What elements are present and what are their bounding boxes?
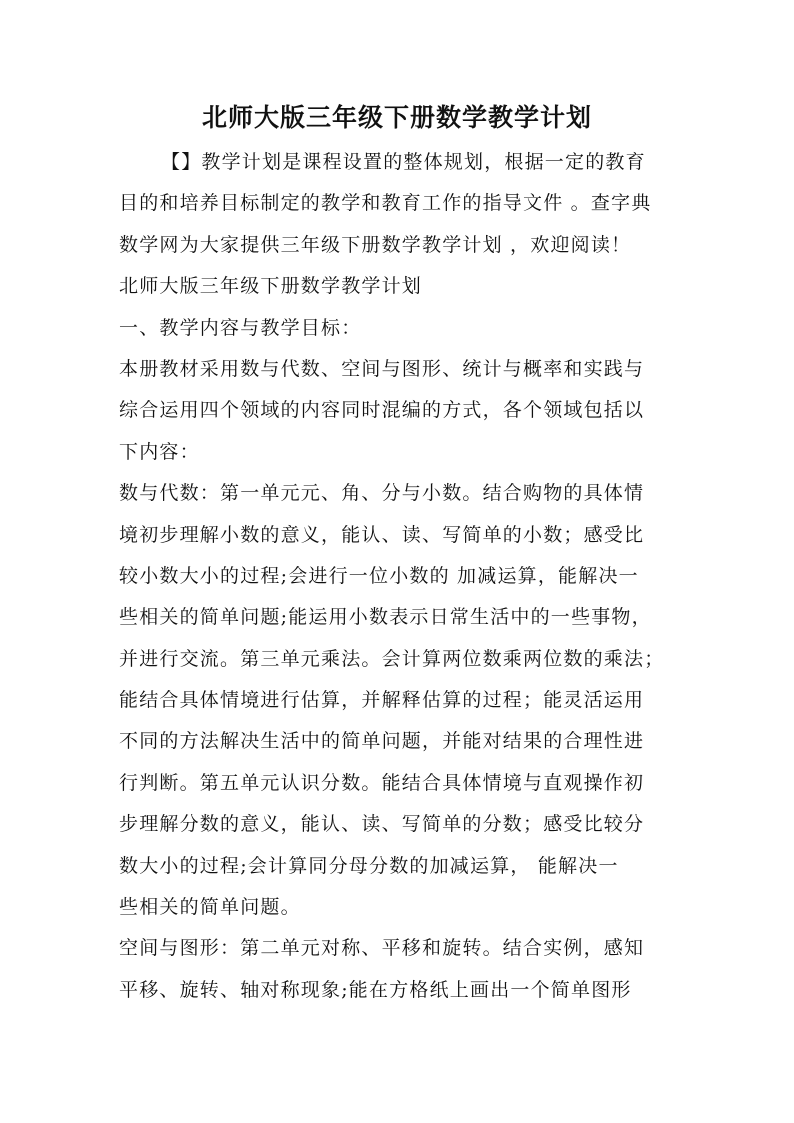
text-line: 北师大版三年级下册数学教学计划 [119, 275, 423, 298]
text-line: 目的和培养目标制定的教学和教育工作的指导文件 。查字典 [119, 192, 652, 215]
text-line: 不同的方法解决生活中的简单问题，并能对结果的合理性进 [119, 730, 645, 753]
text-line: 下内容： [119, 440, 200, 463]
text-line: 数学网为大家提供三年级下册数学教学计划 ，欢迎阅读！ [119, 233, 632, 256]
section-heading: 一、教学内容与教学目标： [119, 316, 362, 339]
text-line: 数与代数：第一单元元、角、分与小数。结合购物的具体情 [119, 482, 645, 505]
text-line: 并进行交流。第三单元乘法。会计算两位数乘两位数的乘法； [119, 647, 665, 670]
text-line: 综合运用四个领域的内容同时混编的方式，各个领域包括以 [119, 399, 645, 422]
document-body [119, 142, 679, 1011]
text-line: 些相关的简单问题;能运用小数表示日常生活中的一些事物， [119, 606, 652, 629]
text-line: 境初步理解小数的意义，能认、读、写简单的小数；感受比 [119, 523, 645, 546]
text-line: 步理解分数的意义，能认、读、写简单的分数；感受比较分 [119, 813, 645, 836]
text-line: 【】教学计划是课程设置的整体规划，根据一定的教育 [161, 151, 646, 173]
document-title: 北师大版三年级下册数学教学计划 [201, 103, 592, 132]
text-line: 较小数大小的过程;会进行一位小数的 加减运算，能解决一 [119, 564, 639, 587]
text-line: 空间与图形：第二单元对称、平移和旋转。结合实例，感知 [119, 937, 645, 960]
text-line: 本册教材采用数与代数、空间与图形、统计与概率和实践与 [119, 357, 645, 380]
text-line: 行判断。第五单元认识分数。能结合具体情境与直观操作初 [119, 771, 645, 794]
text-line: 数大小的过程;会计算同分母分数的加减运算， 能解决一 [119, 854, 619, 877]
text-line: 平移、旋转、轴对称现象;能在方格纸上画出一个简单图形 [119, 978, 632, 1001]
text-line: 些相关的简单问题。 [119, 896, 301, 919]
text-line: 能结合具体情境进行估算，并解释估算的过程；能灵活运用 [119, 689, 645, 712]
